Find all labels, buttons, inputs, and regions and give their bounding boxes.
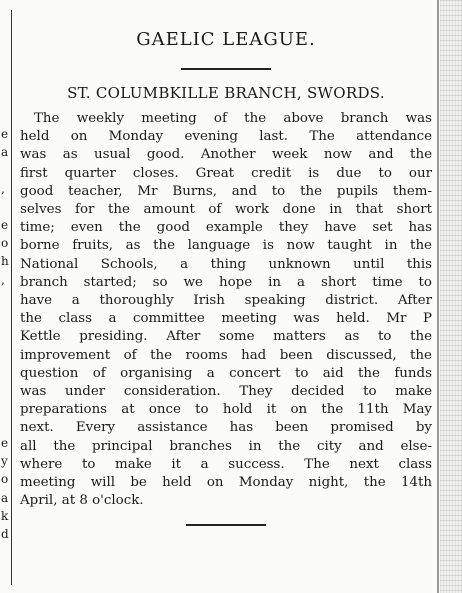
fragment-char: a	[1, 145, 9, 159]
scan-edge	[437, 0, 439, 593]
body-line: first quarter closes. Great credit is due to our	[20, 165, 432, 181]
body-line: the class a committee meeting was held. Mr P	[20, 311, 432, 327]
body-line: April, at 8 o'clock.	[20, 493, 144, 509]
fragment-char: y	[1, 454, 8, 468]
article-body	[20, 110, 432, 510]
body-line: all the principal branches in the city and else-	[20, 438, 432, 454]
fragment-char: a	[1, 491, 9, 505]
heading-divider	[181, 68, 271, 70]
fragment-char: d	[1, 527, 9, 541]
body-line: The weekly meeting of the above branch was	[34, 111, 432, 126]
article-heading: GAELIC LEAGUE.	[136, 29, 316, 50]
body-line: good teacher, Mr Burns, and to the pupils them-	[20, 183, 432, 199]
scan-noise-strip	[440, 0, 462, 593]
body-line: held on Monday evening last. The attendance	[20, 129, 432, 145]
body-line: time; even the good example they have set has	[20, 220, 432, 236]
fragment-char: e	[1, 127, 9, 141]
body-line: Kettle presiding. After some matters as to the	[20, 329, 432, 345]
body-line: was under consideration. They decided to make	[20, 384, 432, 400]
fragment-char: e	[1, 218, 9, 232]
article	[20, 20, 432, 526]
article-subheading: ST. COLUMBKILLE BRANCH, SWORDS.	[67, 84, 385, 102]
body-line: where to make it a success. The next class	[20, 456, 432, 472]
body-line: borne fruits, as the language is now taught in the	[20, 238, 432, 254]
body-line: was as usual good. Another week now and the	[20, 147, 432, 163]
fragment-char: k	[1, 509, 9, 523]
body-line: meeting will be held on Monday night, the 14th	[20, 475, 432, 491]
fragment-char: ,	[1, 182, 5, 196]
body-line: have a thoroughly Irish speaking district. After	[20, 293, 432, 309]
body-line: improvement of the rooms had been discussed, the	[20, 347, 432, 363]
fragment-char: o	[1, 236, 9, 250]
body-line: next. Every assistance has been promised by	[20, 420, 432, 436]
body-line: National Schools, a thing unknown until this	[20, 256, 432, 272]
body-line: preparations at once to hold it on the 11th May	[20, 402, 432, 418]
body-line: question of organising a concert to aid the funds	[20, 365, 432, 381]
end-divider	[186, 524, 266, 526]
body-line: selves for the amount of work done in that short	[20, 202, 432, 218]
column-rule	[11, 10, 12, 585]
fragment-char: h	[1, 254, 9, 268]
fragment-char: o	[1, 472, 9, 486]
body-line: branch started; so we hope in a short time to	[20, 274, 432, 290]
fragment-char: e	[1, 436, 9, 450]
fragment-char: ,	[1, 273, 5, 287]
